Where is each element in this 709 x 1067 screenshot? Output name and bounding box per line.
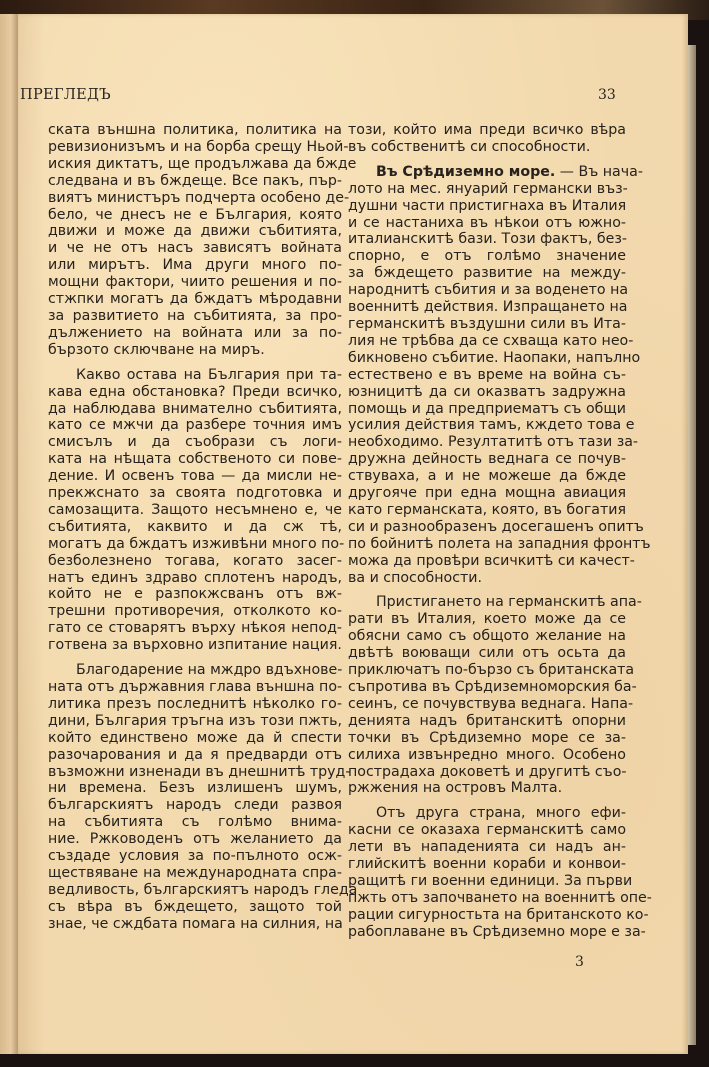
text-line: натъ единъ здраво сплотенъ народъ, xyxy=(48,569,342,586)
text-line: и че не отъ насъ зависятъ войната xyxy=(48,240,342,257)
text-line: иския диктатъ, ще продължава да бжде xyxy=(48,155,357,172)
text-line: трешни противоречия, отколкото ко- xyxy=(48,603,342,620)
text-line xyxy=(348,163,643,181)
text-line: да наблюдава внимателно събитията, xyxy=(48,400,342,417)
book-page xyxy=(18,14,688,1054)
text-line: рабоплаване въ Срѣдиземно море е за- xyxy=(348,923,646,940)
text-line: естествено е въ време на война съ- xyxy=(348,366,626,383)
text-line: Какво остава на България при та- xyxy=(76,366,342,383)
paragraph xyxy=(348,805,652,940)
text-line: дължението на войната или за по- xyxy=(48,324,342,341)
text-line: като се мжчи да разбере точния имъ xyxy=(48,417,342,434)
text-line: рати въ Италия, което може да се xyxy=(348,611,626,628)
text-line: ведливость, българскиятъ народъ гледа xyxy=(48,881,358,898)
text-line: следвана и въ бждеще. Все пакъ, пър- xyxy=(48,172,342,189)
paragraph xyxy=(48,122,357,359)
text-line: лия не трѣбва да се схваща като нео- xyxy=(348,332,634,349)
text-line: италианскитѣ бази. Този фактъ, без- xyxy=(348,231,628,248)
text-line: който единствено може да й спести xyxy=(48,729,342,746)
text-line: необходимо. Резултатитѣ отъ тази за- xyxy=(348,434,639,451)
text-line: на събитията съ голѣмо внима- xyxy=(48,814,342,831)
running-head: ПРЕГЛЕДЪ xyxy=(20,87,111,103)
text-line: ревизионизъмъ и на борба срещу Ньой- xyxy=(48,138,349,155)
paragraph xyxy=(348,180,651,587)
text-line: бързото сключване на миръ. xyxy=(48,341,265,358)
text-line: смисълъ и да съобрази съ логи- xyxy=(48,434,342,451)
text-line: виятъ министъръ подчерта особено де- xyxy=(48,189,350,206)
paragraph xyxy=(348,594,642,797)
text-line: стжпки могатъ да бждатъ мѣродавни xyxy=(48,291,342,308)
text-line: дение. И освенъ това — да мисли не- xyxy=(48,468,342,485)
text-line: Благодарение на мждро вдъхнове- xyxy=(76,662,343,679)
text-line: народнитѣ събития и за воденето на xyxy=(348,282,629,299)
text-line: кава една обстановка? Преди всичко, xyxy=(48,383,342,400)
text-line: спорно, е отъ голѣмо значение xyxy=(348,248,626,265)
paragraph xyxy=(48,366,345,654)
text-line: движи и може да движи събитията, xyxy=(48,223,342,240)
text-line: пострадаха доковетѣ и другитѣ съо- xyxy=(348,763,627,780)
text-line: ствуваха, а и не можеше да бжде xyxy=(348,468,626,485)
text-line: другояче при една мощна авиация xyxy=(348,485,626,502)
text-line: прекжснато за своята подготовка и xyxy=(48,485,342,502)
text-line: и се настаниха въ нѣкои отъ южно- xyxy=(348,214,626,231)
text-line: гато се стоварятъ върху нѣкоя непод- xyxy=(48,620,342,637)
text-line: възможни изненади въ днешнитѣ труд- xyxy=(48,763,351,780)
left-column xyxy=(48,122,358,933)
paragraph xyxy=(48,662,358,933)
section-heading-continuation: — Въ нача- xyxy=(555,163,643,180)
text-line: ва и способности. xyxy=(348,569,483,586)
text-line: българскиятъ народъ следи развоя xyxy=(48,797,342,814)
text-line: или мирътъ. Има други много по- xyxy=(48,257,342,274)
text-line: събитията, каквито и да сж тѣ, xyxy=(48,518,342,535)
text-line: сеинъ, се почувствува веднага. Напа- xyxy=(348,695,634,712)
text-line: готвена за върховно изпитание нация. xyxy=(48,637,342,654)
text-line: съпротива въ Срѣдиземноморския ба- xyxy=(348,679,637,695)
text-line: мощни фактори, чиито решения и по- xyxy=(48,274,342,291)
text-line: приключатъ по-бързо съ британската xyxy=(348,662,635,679)
paragraph xyxy=(348,122,626,156)
text-line: бикновено събитие. Наопаки, напълно xyxy=(348,349,641,366)
text-line: юзницитѣ да си оказватъ задружна xyxy=(348,383,626,400)
text-line: помощь и да предприематъ съ общи xyxy=(348,400,626,417)
section-paragraph xyxy=(348,163,651,587)
text-line: създаде условия за по-пълното осж- xyxy=(48,848,342,865)
next-pages-edge xyxy=(688,45,696,1045)
text-line: ната отъ държавния глава външна по- xyxy=(48,679,343,695)
text-line: този, който има преди всичко вѣра xyxy=(348,122,626,138)
text-line: Отъ друга страна, много ефи- xyxy=(376,805,626,822)
text-line: германскитѣ въздушни сили въ Ита- xyxy=(348,315,626,332)
text-line: ката на нѣщата собственото си пове- xyxy=(48,451,342,468)
text-line: като германската, която, въ богатия xyxy=(348,501,626,518)
text-line: двѣтѣ воюващи сили отъ осьта да xyxy=(348,645,626,662)
text-line: си и разнообразенъ досегашенъ опитъ xyxy=(348,518,644,535)
section-heading: Въ Срѣдиземно море. xyxy=(376,163,556,180)
text-line: силиха извънредно много. Особено xyxy=(348,746,626,763)
text-line: ние. Ржководенъ отъ желанието да xyxy=(48,831,342,848)
text-line: въ собственитѣ си способности. xyxy=(348,138,591,155)
text-line: разочарования и да я предварди отъ xyxy=(48,746,342,763)
previous-page-edge xyxy=(0,14,19,1054)
text-line: касни се оказаха германскитѣ само xyxy=(348,822,626,839)
page-number: 33 xyxy=(598,87,616,103)
text-line: глийскитѣ военни кораби и конвои- xyxy=(348,856,626,873)
text-line: лети въ нападенията си надъ ан- xyxy=(348,839,626,856)
text-line: дини, България тръгна изъ този пжть, xyxy=(48,712,342,729)
text-line: който не е разпокжсванъ отъ вж- xyxy=(48,586,342,603)
text-line: самозащита. Защото несъмнено е, че xyxy=(48,501,342,518)
text-line: ската външна политика, политика на xyxy=(48,122,342,138)
text-line: душни части пристигнаха въ Италия xyxy=(348,197,627,214)
text-line: могатъ да бждатъ изживѣни много по- xyxy=(48,535,345,552)
text-line: ществяване на международната спра- xyxy=(48,864,342,881)
right-column xyxy=(348,122,652,941)
text-line: военнитѣ действия. Изпращането на xyxy=(348,299,628,316)
text-line: за бждещето развитие на между- xyxy=(348,265,626,282)
text-line: по бойнитѣ полета на западния фронтъ xyxy=(348,535,651,552)
text-line: знае, че сждбата помага на силния, на xyxy=(48,915,343,932)
text-line: можа да провѣри всичкитѣ си качест- xyxy=(348,552,635,569)
text-line: Пристигането на германскитѣ апа- xyxy=(376,594,642,611)
text-line: бело, че днесъ не е България, която xyxy=(48,206,342,223)
text-line: пжть отъ започването на военнитѣ опе- xyxy=(348,889,652,906)
text-line: ржжения на островъ Малта. xyxy=(348,780,563,797)
text-line: ращитѣ ги военни единици. За първи xyxy=(348,872,633,889)
text-line: съ вѣра въ бждещето, защото той xyxy=(48,898,342,915)
text-line: усилия действия тамъ, кждето това е xyxy=(348,417,635,434)
text-line: точки въ Срѣдиземно море се за- xyxy=(348,729,626,746)
text-line: безболезнено тогава, когато засег- xyxy=(48,552,342,569)
text-line: обясни само съ общото желание на xyxy=(348,628,626,645)
text-line: литика презъ последнитѣ нѣколко го- xyxy=(48,695,342,712)
text-line: денията надъ британскитѣ опорни xyxy=(348,712,626,729)
text-line: лото на мес. януарий германски въз- xyxy=(348,180,628,197)
signature-mark: 3 xyxy=(575,954,584,970)
text-line: ни времена. Безъ излишенъ шумъ, xyxy=(48,780,342,797)
text-line: дружна дейность веднага се почув- xyxy=(348,451,626,468)
text-line: за развитието на събитията, за про- xyxy=(48,307,342,324)
text-line: рации сигурностьта на британското ко- xyxy=(348,906,649,923)
